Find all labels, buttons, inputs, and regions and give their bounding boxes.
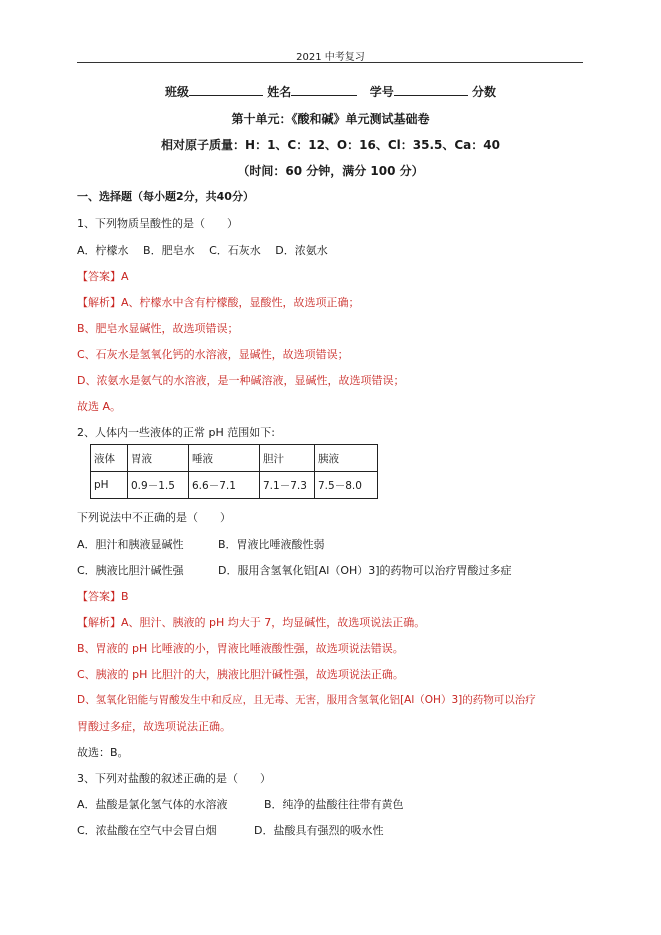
table-cell: pH [91,472,128,499]
q1-analysis-line: B、肥皂水显碱性，故选项错误； [77,322,239,335]
q2-option-c: C．胰液比胆汁碱性强 [77,564,184,577]
q1-options: A．柠檬水 B．肥皂水 C．石灰水 D．浓氨水 [77,244,328,257]
q1-conclusion: 故选 A。 [77,400,122,413]
name-label: 姓名 [267,85,292,99]
q1-analysis-line: D、浓氨水是氨气的水溶液，是一种碱溶液，显碱性，故选项错误； [77,374,405,387]
q2-option-a: A．胆汁和胰液显碱性 [77,538,184,551]
q2-stem: 2、人体内一些液体的正常 pH 范围如下: [77,426,275,439]
page-header: 2021 中考复习 [296,52,365,63]
q2-analysis-line: C、胰液的 pH 比胆汁的大，胰液比胆汁碱性强，故选项说法正确。 [77,668,404,681]
q2-option-d: D．服用含氢氧化铝[Al（OH）3]的药物可以治疗胃酸过多症 [218,564,512,577]
score-label: 分数 [471,85,496,99]
table-cell: 7.1－7.3 [260,472,315,499]
table-cell: 胃液 [128,445,189,472]
table-cell: 7.5－8.0 [315,472,378,499]
q3-option-b: B．纯净的盐酸往往带有黄色 [264,798,404,811]
table-header-row [91,445,378,472]
class-blank [189,83,263,96]
q2-option-b: B．胃液比唾液酸性弱 [218,538,325,551]
q2-conclusion: 故选：B。 [77,746,129,759]
table-cell: 液体 [91,445,128,472]
q2-analysis-line: B、胃液的 pH 比唾液的小，胃液比唾液酸性强，故选项说法错误。 [77,642,404,655]
table-cell: 胰液 [315,445,378,472]
header-divider [77,62,583,63]
atomic-mass-line: 相对原子质量：H：1、C：12、O：16、Cl：35.5、Ca：40 [161,138,500,152]
table-cell: 胆汁 [260,445,315,472]
time-note: （时间：60 分钟，满分 100 分） [237,164,424,178]
id-label: 学号 [369,85,394,99]
table-cell: 0.9－1.5 [128,472,189,499]
table-cell: 6.6－7.1 [189,472,260,499]
section-title: 一、选择题（每小题2分，共40分） [77,190,254,203]
q3-option-a: A．盐酸是氯化氢气体的水溶液 [77,798,228,811]
q3-option-d: D．盐酸具有强烈的吸水性 [254,824,384,837]
class-label: 班级 [165,85,190,99]
q2-question: 下列说法中不正确的是（ ） [77,511,231,524]
q3-option-c: C．浓盐酸在空气中会冒白烟 [77,824,217,837]
q2-answer: 【答案】B [77,590,129,603]
student-info-line [0,83,661,100]
ph-table [90,444,378,499]
q1-analysis-line: 【解析】A、柠檬水中含有柠檬酸，显酸性，故选项正确； [77,296,360,309]
table-row [91,472,378,499]
unit-title: 第十单元：《酸和碱》单元测试基础卷 [231,112,430,126]
q1-stem: 1、下列物质呈酸性的是（ ） [77,217,238,230]
q2-analysis-line: 胃酸过多症，故选项说法正确。 [77,720,231,733]
q1-answer: 【答案】A [77,270,129,283]
table-cell: 唾液 [189,445,260,472]
id-blank [394,83,468,96]
q2-analysis-line: D、氢氧化铝能与胃酸发生中和反应，且无毒、无害，服用含氢氧化铝[Al（OH）3]的药物可以治疗 [77,694,536,706]
name-blank [291,83,357,96]
q1-analysis-line: C、石灰水是氢氧化钙的水溶液，显碱性，故选项错误； [77,348,349,361]
q2-analysis-line: 【解析】A、胆汁、胰液的 pH 均大于 7，均显碱性，故选项说法正确。 [77,616,426,629]
q3-stem: 3、下列对盐酸的叙述正确的是（ ） [77,772,271,785]
